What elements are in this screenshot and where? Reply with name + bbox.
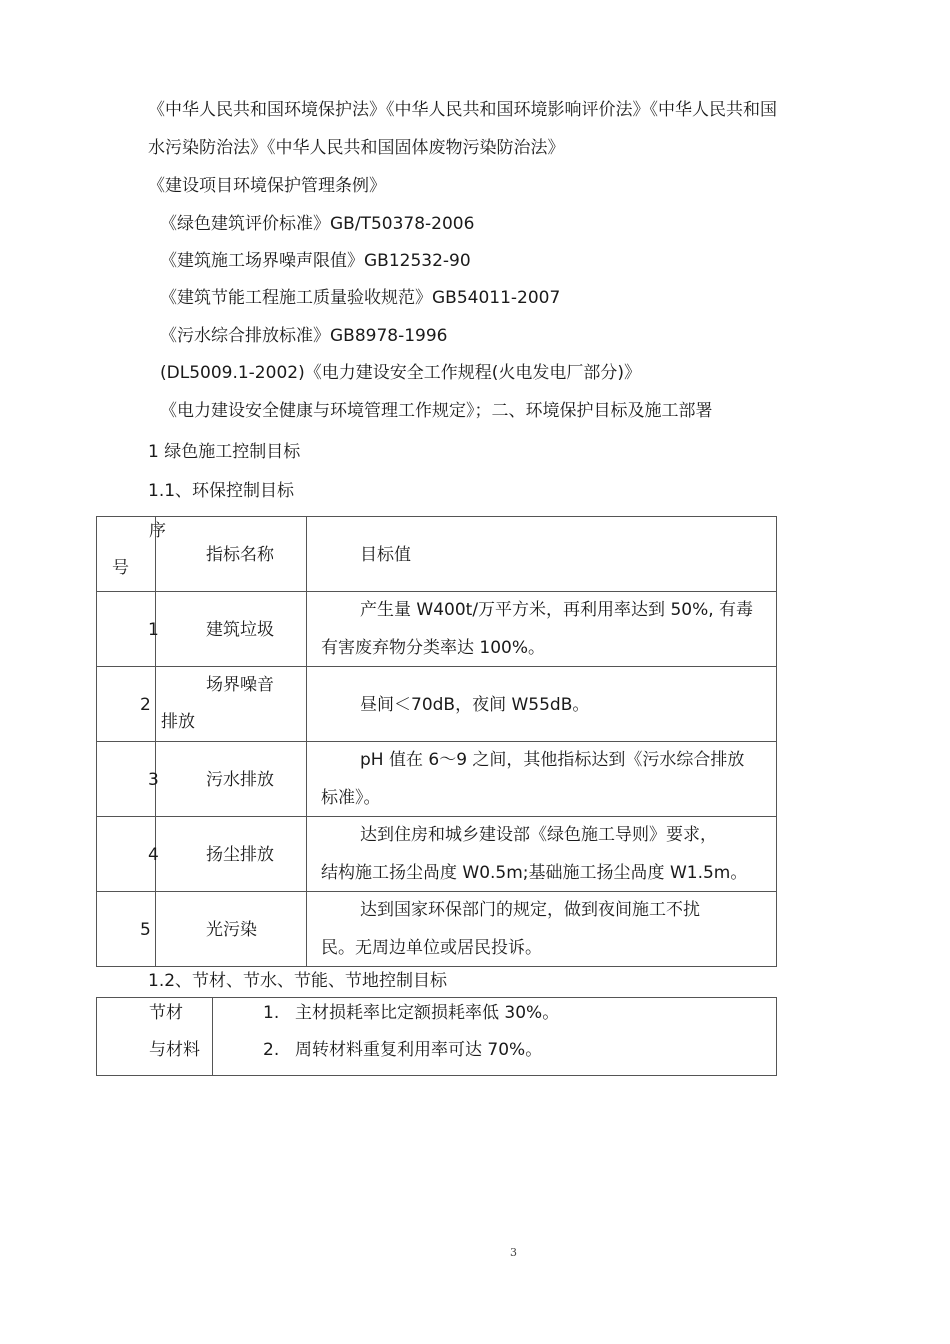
row-name-cell: [156, 667, 307, 742]
paragraph-standard-safety: (DL5009.1-2002)《电力建设安全工作规程(火电发电厂部分)》: [160, 363, 641, 383]
header-cell-target: [307, 517, 777, 592]
row-name: 建筑垃圾: [206, 620, 274, 640]
row-name: 扬尘排放: [206, 845, 274, 865]
heading-resource-targets: 1.2、节材、节水、节能、节地控制目标: [148, 971, 448, 991]
paragraph-laws-line1: 《中华人民共和国环境保护法》《中华人民共和国环境影响评价法》《中华人民共和国: [148, 100, 777, 120]
label-line1: 节材: [149, 1003, 183, 1023]
row-name-line2: 排放: [161, 712, 195, 732]
row-name-line1: 场界噪音: [206, 675, 274, 695]
header-cell-number: [97, 517, 166, 592]
row-name-cell: [156, 742, 307, 817]
row-name: 污水排放: [206, 770, 274, 790]
items-cell: [213, 998, 777, 1076]
paragraph-regulation: 《建设项目环境保护管理条例》: [148, 176, 386, 196]
row-target-cell: [307, 817, 777, 892]
environment-targets-table: [96, 516, 777, 967]
row-target-line1: 达到国家环保部门的规定，做到夜间施工不扰: [360, 900, 700, 920]
paragraph-standard-noise: 《建筑施工场界噪声限值》GB12532-90: [160, 251, 471, 271]
row-number: 1: [148, 620, 159, 640]
header-number-b: 号: [112, 558, 129, 578]
paragraph-standard-green-building: 《绿色建筑评价标准》GB/T50378-2006: [160, 214, 475, 234]
table-row: [97, 817, 777, 892]
row-target-line1: pH 值在 6〜9 之间，其他指标达到《污水综合排放: [360, 750, 745, 770]
header-number-a: 序: [149, 521, 166, 541]
table-header-row: [97, 517, 777, 592]
table-row: [97, 667, 777, 742]
row-number-cell: [97, 592, 159, 667]
paragraph-safety-regulation: 《电力建设安全健康与环境管理工作规定》；二、环境保护目标及施工部署: [160, 401, 713, 421]
row-name: 光污染: [206, 920, 257, 940]
row-target-line2: 结构施工扬尘咼度 W0.5m;基础施工扬尘咼度 W1.5m。: [321, 863, 748, 883]
page-number: 3: [510, 1246, 517, 1259]
row-target-cell: [307, 667, 777, 742]
row-number-cell: [97, 892, 156, 967]
paragraph-laws-line2: 水污染防治法》《中华人民共和国固体废物污染防治法》: [148, 138, 565, 158]
header-name: 指标名称: [206, 545, 274, 565]
row-target-line2: 标准》。: [321, 788, 381, 808]
row-number: 4: [148, 845, 159, 865]
row-target-cell: [307, 742, 777, 817]
table-row: [97, 592, 777, 667]
label-cell: [97, 998, 213, 1076]
row-target-cell: [307, 592, 777, 667]
row-number-cell: [97, 817, 159, 892]
header-target: 目标值: [360, 545, 411, 565]
heading-environment-targets: 1.1、环保控制目标: [148, 481, 295, 501]
table-row: [97, 742, 777, 817]
row-number: 2: [140, 695, 151, 715]
label-line2: 与材料: [149, 1040, 200, 1060]
row-number: 3: [148, 770, 159, 790]
list-item-text: 主材损耗率比定额损耗率低 30%。: [295, 1003, 560, 1023]
row-target-cell: [307, 892, 777, 967]
row-number: 5: [140, 920, 151, 940]
row-number-cell: [97, 742, 159, 817]
heading-green-construction: 1 绿色施工控制目标: [148, 442, 301, 462]
paragraph-standard-sewage: 《污水综合排放标准》GB8978-1996: [160, 326, 448, 346]
row-target-line1: 产生量 W400t/万平方米，再利用率达到 50%, 有毒: [360, 600, 754, 620]
row-target-line2: 有害废弃物分类率达 100%。: [321, 638, 546, 658]
row-name-cell: [156, 592, 307, 667]
row-target-line1: 达到住房和城乡建设部《绿色施工导则》要求，: [360, 825, 717, 845]
table-row: [97, 998, 777, 1076]
row-target-line2: 民。无周边单位或居民投诉。: [321, 938, 542, 958]
resource-targets-table: [96, 997, 777, 1076]
row-target: 昼间＜70dB，夜间 W55dB。: [360, 695, 590, 715]
list-item-number: 1.: [263, 1003, 280, 1023]
header-cell-name: [156, 517, 307, 592]
list-item-number: 2.: [263, 1040, 280, 1060]
table-row: [97, 892, 777, 967]
paragraph-standard-energy: 《建筑节能工程施工质量验收规范》GB54011-2007: [160, 288, 561, 308]
row-name-cell: [156, 817, 307, 892]
row-name-cell: [156, 892, 307, 967]
list-item-text: 周转材料重复利用率可达 70%。: [295, 1040, 543, 1060]
row-number-cell: [97, 667, 156, 742]
